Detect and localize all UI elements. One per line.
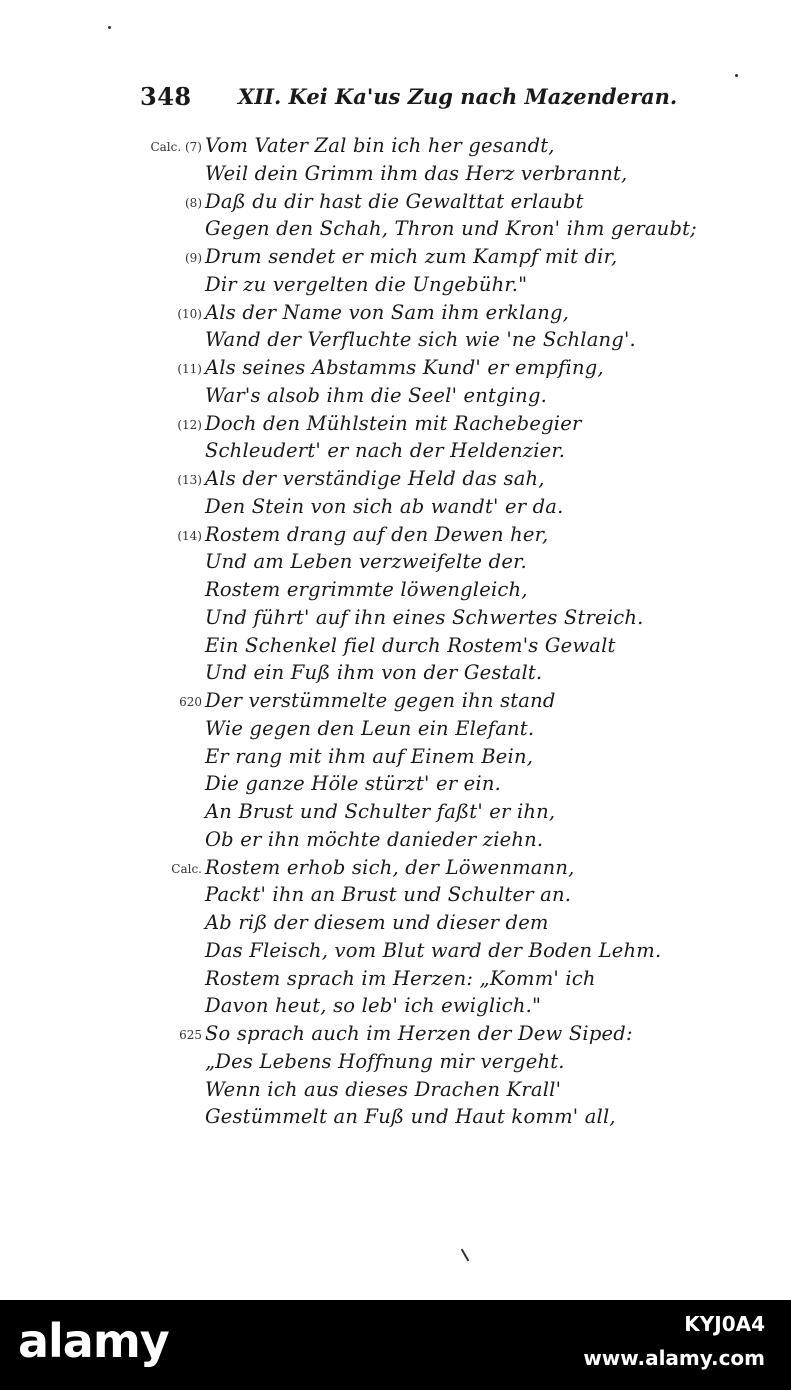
line-marker: 620 bbox=[179, 695, 202, 709]
page-header bbox=[140, 82, 678, 112]
watermark-logo: alamy bbox=[18, 1314, 169, 1368]
verse-text: Er rang mit ihm auf Einem Bein, bbox=[205, 744, 534, 768]
ink-speck bbox=[735, 74, 738, 77]
verse-text: Drum sendet er mich zum Kampf mit dir, bbox=[205, 245, 618, 268]
verse-line bbox=[0, 1078, 791, 1106]
verse-line bbox=[0, 523, 791, 551]
line-marker: (11) bbox=[177, 362, 202, 376]
running-title: XII. Kei Ka'us Zug nach Mazenderan. bbox=[238, 84, 678, 109]
verse-line bbox=[0, 356, 791, 384]
verse-line bbox=[0, 606, 791, 634]
verse-line bbox=[0, 800, 791, 828]
verse-line bbox=[0, 911, 791, 939]
verse-line bbox=[0, 495, 791, 523]
verse-text: Gestümmelt an Fuß und Haut komm' all, bbox=[205, 1105, 616, 1129]
verse-line bbox=[0, 439, 791, 467]
verse-text: Gegen den Schah, Thron und Kron' ihm geraubt; bbox=[205, 217, 697, 241]
verse-text: Der verstümmelte gegen ihn stand bbox=[205, 689, 556, 712]
verse-text: So sprach auch im Herzen der Dew Siped: bbox=[205, 1022, 633, 1045]
page-number: 348 bbox=[140, 82, 192, 111]
verse-text: Die ganze Höle stürzt' er ein. bbox=[205, 772, 501, 796]
verse-text: Und am Leben verzweifelte der. bbox=[205, 550, 527, 574]
verse-line bbox=[0, 134, 791, 162]
verse-line bbox=[0, 1050, 791, 1078]
verse-line bbox=[0, 661, 791, 689]
verse-line bbox=[0, 772, 791, 800]
verse-line bbox=[0, 273, 791, 301]
verse-line bbox=[0, 689, 791, 717]
verse-line bbox=[0, 384, 791, 412]
verse-line bbox=[0, 550, 791, 578]
verse-line bbox=[0, 634, 791, 662]
verse-text: Davon heut, so leb' ich ewiglich." bbox=[205, 994, 542, 1018]
watermark-banner bbox=[0, 1300, 791, 1390]
verse-text: Rostem drang auf den Dewen her, bbox=[205, 522, 549, 546]
verse-line bbox=[0, 939, 791, 967]
verse-text: Als der Name von Sam ihm erklang, bbox=[205, 300, 570, 324]
verse-text: An Brust und Schulter faßt' er ihn, bbox=[205, 800, 556, 823]
verse-line bbox=[0, 856, 791, 884]
verse-text: Wand der Verfluchte sich wie 'ne Schlang'. bbox=[205, 328, 636, 352]
verse-text: Als seines Abstamms Kund' er empfing, bbox=[205, 356, 604, 379]
verse-text: Doch den Mühlstein mit Rachebegier bbox=[205, 411, 582, 435]
verse-line bbox=[0, 745, 791, 773]
watermark-url: www.alamy.com bbox=[583, 1346, 765, 1370]
line-marker: Calc. bbox=[171, 861, 202, 876]
verse-text: Und führt' auf ihn eines Schwertes Streich. bbox=[205, 605, 644, 629]
line-marker: (12) bbox=[177, 417, 202, 432]
verse-line bbox=[0, 328, 791, 356]
verse-text: Wenn ich aus dieses Drachen Krall' bbox=[205, 1077, 562, 1101]
verse-line bbox=[0, 412, 791, 440]
image-id: KYJ0A4 bbox=[684, 1312, 765, 1336]
verse-text: Weil dein Grimm ihm das Herz verbrannt, bbox=[205, 161, 628, 185]
verse-line bbox=[0, 994, 791, 1022]
verse-line bbox=[0, 245, 791, 273]
line-marker: (13) bbox=[177, 473, 202, 487]
verse-text: Rostem sprach im Herzen: „Komm' ich bbox=[205, 966, 596, 990]
verse-text: Daß du dir hast die Gewalttat erlaubt bbox=[205, 189, 584, 213]
verse-line bbox=[0, 967, 791, 995]
verse-text: Ein Schenkel fiel durch Rostem's Gewalt bbox=[205, 633, 616, 657]
line-marker: 625 bbox=[179, 1028, 202, 1042]
verse-text: Wie gegen den Leun ein Elefant. bbox=[205, 716, 535, 740]
verse-line bbox=[0, 217, 791, 245]
line-marker: (14) bbox=[177, 528, 202, 543]
verse-line bbox=[0, 717, 791, 745]
line-marker: (10) bbox=[177, 306, 202, 321]
verse-text: Als der verständige Held das sah, bbox=[205, 467, 545, 490]
verse-text: Dir zu vergelten die Ungebühr." bbox=[205, 272, 528, 296]
verse-text: Ob er ihn möchte danieder ziehn. bbox=[205, 827, 544, 851]
verse-text: Ab riß der diesem und dieser dem bbox=[205, 911, 549, 934]
verse-line bbox=[0, 467, 791, 495]
line-marker: Calc. (7) bbox=[150, 140, 202, 154]
verse-text: Schleudert' er nach der Heldenzier. bbox=[205, 439, 566, 463]
verse-text: Rostem ergrimmte löwengleich, bbox=[205, 578, 528, 601]
verse-text: War's alsob ihm die Seel' entging. bbox=[205, 383, 548, 407]
verse-line bbox=[0, 828, 791, 856]
verse-line bbox=[0, 1105, 791, 1133]
verse-line bbox=[0, 301, 791, 329]
verse-line bbox=[0, 578, 791, 606]
verse-text: Packt' ihn an Brust und Schulter an. bbox=[205, 883, 572, 907]
verse-text: Rostem erhob sich, der Löwenmann, bbox=[205, 855, 575, 879]
ink-speck bbox=[108, 26, 111, 29]
verse-text: Den Stein von sich ab wandt' er da. bbox=[205, 494, 564, 518]
line-marker: (9) bbox=[185, 251, 202, 265]
verse-line bbox=[0, 883, 791, 911]
ink-speck bbox=[461, 1248, 470, 1261]
verse-line bbox=[0, 162, 791, 190]
verse-line bbox=[0, 1022, 791, 1050]
verse-text: Das Fleisch, vom Blut ward der Boden Lehm. bbox=[205, 938, 662, 962]
line-marker: (8) bbox=[185, 195, 202, 210]
verse-line bbox=[0, 190, 791, 218]
verse-text: „Des Lebens Hoffnung mir vergeht. bbox=[205, 1049, 565, 1073]
verse-text: Und ein Fuß ihm von der Gestalt. bbox=[205, 661, 543, 685]
verse-text: Vom Vater Zal bin ich her gesandt, bbox=[205, 134, 555, 157]
